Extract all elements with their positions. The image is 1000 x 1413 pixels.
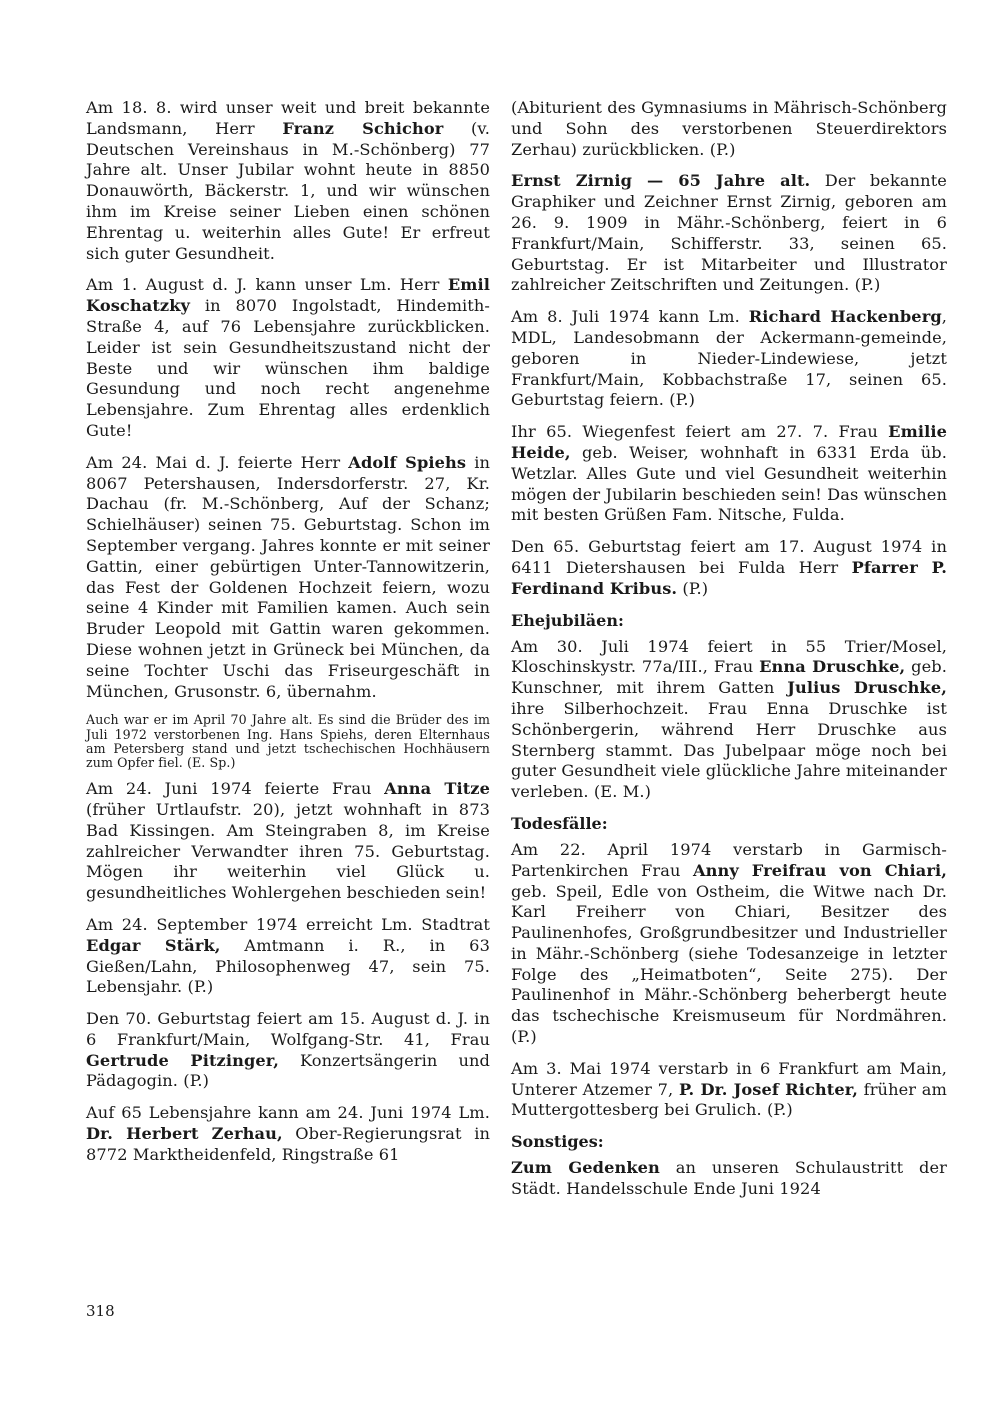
bold-name: Ernst Zirnig — 65 Jahre alt. <box>511 171 811 191</box>
text-run: Am 3. Mai 1974 verstarb in 6 Frankfurt am Main, Unterer Atzemer 7, <box>511 1058 947 1099</box>
text-run: (v. Deutschen Vereinshaus in M.-Schönberg) 77 Jahre alt. Unser Jubilar wohnt heute in 8850 Donauwörth, Bäckerstr. 1, und wir wünschen ihm im Kreise seiner Lieben einen schönen Ehrentag u. weiterhin alles Gute! Er erfreut sich guter Gesundheit. <box>86 118 490 263</box>
text-run: Am 22. April 1974 verstarb in Garmisch-Partenkirchen Frau <box>511 839 947 880</box>
bold-name: Julius Druschke, <box>787 678 947 698</box>
paragraph <box>511 1059 947 1121</box>
text-run: Amtmann i. R., in 63 Gießen/Lahn, Philosophenweg 47, sein 75. Lebensjahr. (P.) <box>86 935 490 997</box>
text-run: Am 24. September 1974 erreicht Lm. Stadtrat <box>86 914 490 934</box>
text-run: Auf 65 Lebensjahre kann am 24. Juni 1974 Lm. <box>86 1103 490 1123</box>
paragraph <box>86 779 490 904</box>
paragraph <box>511 422 947 526</box>
text-run: Todesfälle: <box>511 813 608 833</box>
paragraph <box>86 1009 490 1092</box>
text-run: geb. Speil, Edle von Ostheim, die Witwe nach Dr. Karl Freiherr von Chiari, Besitzer des Paulinenhofes, Großgrundbesitzer und Industrieller in Mähr.-Schönberg (siehe Todesanzeige in letzter Folge des „Heimatboten“, Seite 275). Der Paulinenhof in Mähr.-Schönberg beherbergt heute das tschechische Kreismuseum für Nordmähren. (P.) <box>511 881 947 1047</box>
text-run: Den 65. Geburtstag feiert am 17. August 1974 in 6411 Dietershausen bei Fulda Herr <box>511 537 947 577</box>
text-run: Ober-Regierungsrat in 8772 Marktheidenfeld, Ringstraße 61 <box>86 1124 490 1164</box>
text-run: ihre Silberhochzeit. Frau Enna Druschke ist Schönbergerin, während Herr Druschke aus Sternberg stammt. Das Jubelpaar möge noch bei guter Gesundheit viele glückliche Jahre miteinander verleben. (E. M.) <box>511 698 947 802</box>
page-number: 318 <box>86 1302 115 1320</box>
text-run: Sonstiges: <box>511 1132 604 1152</box>
bold-name: Franz Schichor <box>282 118 444 138</box>
paragraph <box>511 1158 947 1200</box>
bold-name: Emil Koschatzky <box>86 275 490 316</box>
section-heading <box>511 814 947 834</box>
paragraph <box>86 275 490 441</box>
bold-name: Richard Hackenberg <box>748 307 942 327</box>
bold-name: Zum Gedenken <box>511 1158 660 1178</box>
paragraph <box>86 98 490 264</box>
paragraph <box>511 840 947 1048</box>
text-run: Konzertsängerin und Pädagogin. (P.) <box>86 1050 491 1091</box>
section-heading <box>511 611 947 631</box>
text-run: (früher Urtlaufstr. 20), jetzt wohnhaft in 873 Bad Kissingen. Am Steingraben 8, im Kreise zahlreicher Verwandter ihren 75. Geburtstag. Mögen ihr weiterhin viel Glück u. gesundheitliches Wohlergehen beschieden sein! <box>86 799 490 903</box>
text-run: Den 70. Geburtstag feiert am 15. August d. J. in 6 Frankfurt/Main, Wolfgang-Str. 41, Frau <box>86 1009 490 1049</box>
paragraph <box>511 98 947 160</box>
text-run: (Abiturient des Gymnasiums in Mährisch-Schönberg und Sohn des verstorbenen Steuerdirektors Zerhau) zurückblicken. (P.) <box>511 98 947 159</box>
paragraph <box>511 171 947 296</box>
bold-name: Anny Freifrau von Chiari, <box>692 860 948 880</box>
text-run: Ehejubiläen: <box>511 610 624 630</box>
right-column <box>511 98 947 1211</box>
text-run: Auch war er im April 70 Jahre alt. Es sind die Brüder des im Juli 1972 verstorbenen Ing. Hans Spiehs, deren Elternhaus am Petersberg stand und jetzt tschechischen Hochhäusern zum Opfer fiel. (E. Sp.) <box>86 712 490 770</box>
text-run: an unseren Schulaustritt der Städt. Handelsschule Ende Juni 1924 <box>511 1158 948 1199</box>
bold-name: Gertrude Pitzinger, <box>86 1050 279 1070</box>
bold-name: Adolf Spiehs <box>348 452 467 472</box>
text-run: (P.) <box>677 578 709 598</box>
text-run: Ihr 65. Wiegenfest feiert am 27. 7. Frau <box>511 422 889 442</box>
bold-name: Emilie Heide, <box>511 422 947 462</box>
bold-name: Enna Druschke, <box>759 657 906 677</box>
paragraph <box>511 537 947 599</box>
text-run: Am 24. Mai d. J. feierte Herr <box>86 452 349 472</box>
paragraph <box>86 915 490 998</box>
bold-name: Dr. Herbert Zerhau, <box>86 1124 283 1144</box>
bold-name: Edgar Stärk, <box>86 935 221 955</box>
bold-name: P. Dr. Josef Richter, <box>678 1079 858 1099</box>
paragraph <box>86 453 490 703</box>
section-heading <box>511 1132 947 1152</box>
bold-name: Anna Titze <box>384 779 490 799</box>
text-run: in 8070 Ingolstadt, Hindemith-Straße 4, auf 76 Lebensjahre zurückblicken. Leider ist sein Gesundheitszustand nicht der Beste und wir wünschen ihm baldige Gesundung und noch recht angenehme Lebensjahre. Zum Ehrentag alles erdenklich Gute! <box>86 296 490 440</box>
paragraph <box>511 637 947 803</box>
text-run: geb. Kunschner, mit ihrem Gatten <box>511 657 947 698</box>
text-run: früher am Muttergottesberg bei Grulich. (P.) <box>511 1079 947 1120</box>
paragraph <box>86 1103 490 1165</box>
text-run: Der bekannte Graphiker und Zeichner Ernst Zirnig, geboren am 26. 9. 1909 in Mähr.-Schönberg, feiert in 6 Frankfurt/Main, Schifferstr. 33, seinen 65. Geburtstag. Er ist Mitarbeiter und Illustrator zahlreicher Zeitschriften und Zeitungen. (P.) <box>511 171 947 295</box>
text-run: in 8067 Petershausen, Indersdorferstr. 27, Kr. Dachau (fr. M.-Schönberg, Auf der Schanz; Schielhäuser) seinen 75. Geburtstag. Schon im September vergang. Jahres konnte er mit seiner Gattin, einer gebürtigen Unter-Tannowitzerin, das Fest der Goldenen Hochzeit feiern, wozu seine 4 Kinder mit Familien kamen. Auch sein Bruder Leopold mit Gattin waren gekommen. Diese wohnen jetzt in Grüneck bei München, da seine Tochter Uschi das Friseurgeschäft in München, Grusonstr. 6, übernahm. <box>86 452 490 701</box>
left-column <box>86 98 490 1177</box>
text-run: Am 30. Juli 1974 feiert in 55 Trier/Mosel, Kloschinskystr. 77a/III., Frau <box>511 636 947 677</box>
bold-name: Pfarrer P. Ferdinand Kribus. <box>511 557 947 598</box>
text-run: Am 8. Juli 1974 kann Lm. <box>511 307 749 327</box>
text-run: Am 1. August d. J. kann unser Lm. Herr <box>86 275 448 295</box>
text-run: , MDL, Landesobmann der Ackermann-gemeinde, geboren in Nieder-Lindewiese, jetzt Frankfurt/Main, Kobbachstraße 17, seinen 65. Geburtstag feiern. (P.) <box>511 307 947 410</box>
paragraph <box>511 307 947 411</box>
text-run: geb. Weiser, wohnhaft in 6331 Erda üb. Wetzlar. Alles Gute und viel Gesundheit weiterhin mögen der Jubilarin beschieden sein! Das wünschen mit besten Grüßen Fam. Nitsche, Fulda. <box>511 442 947 525</box>
text-run: Am 18. 8. wird unser weit und breit bekannte Landsmann, Herr <box>86 98 490 138</box>
text-run: Am 24. Juni 1974 feierte Frau <box>86 779 385 799</box>
paragraph <box>86 713 490 770</box>
